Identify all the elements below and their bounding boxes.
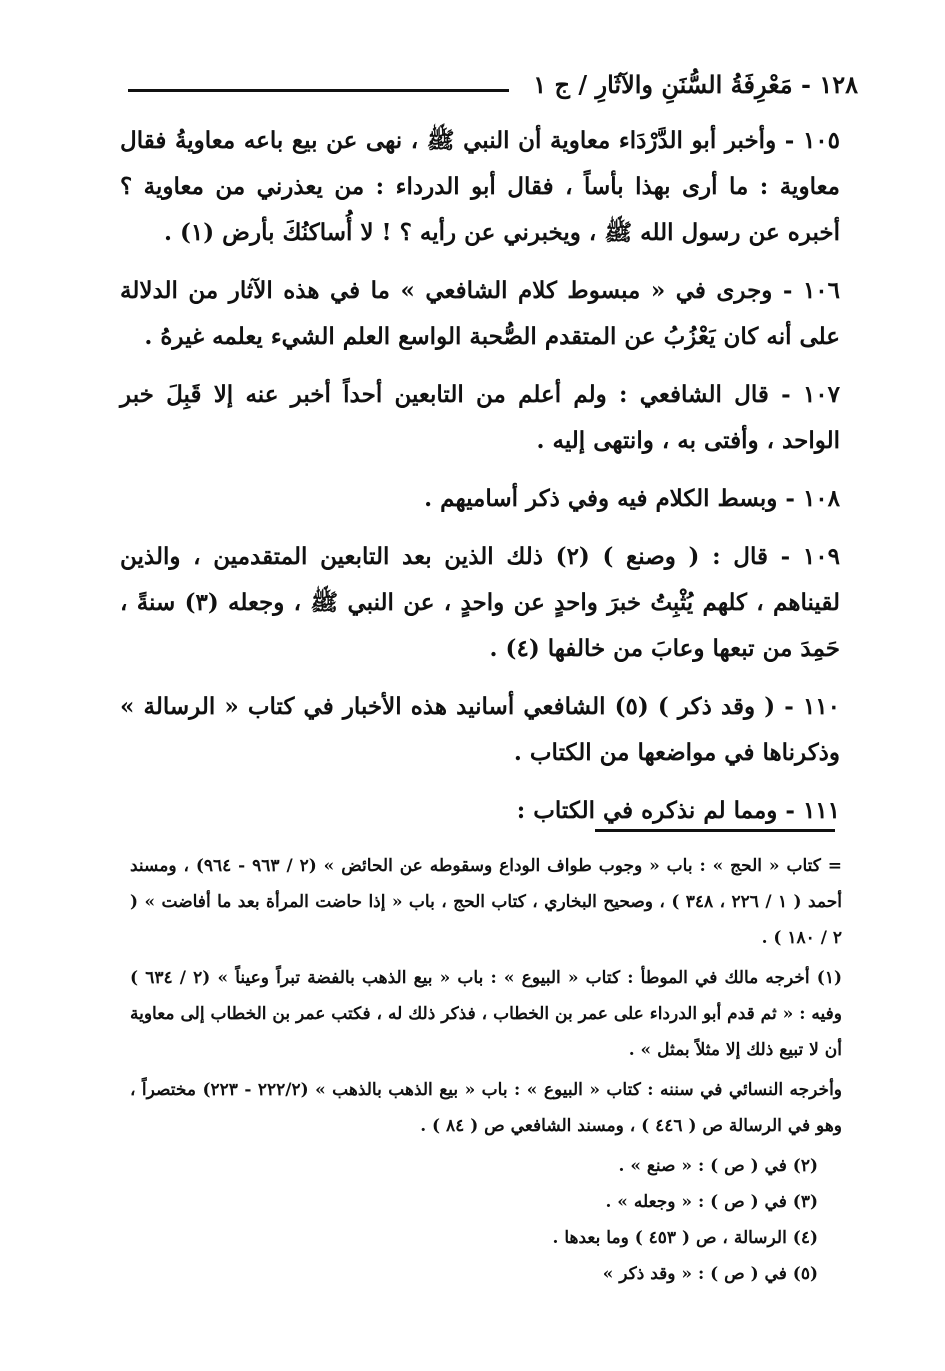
footnotes [130, 848, 842, 1292]
footnote-separator [595, 829, 835, 832]
paragraph-107: ١٠٧ - قال الشافعي : ولم أعلم من التابعين أحداً أخبر عنه إلا قَبِلَ خبر الواحد ، وأفتى به ، وانتهى إليه . [120, 381, 840, 454]
paragraph-109: ١٠٩ - قال : ( وصنع ) (٢) ذلك الذين بعد التابعين المتقدمين ، والذين لقيناهم ، كلهم يُثْبِتُ خبرَ واحدٍ عن واحدٍ ، عن النبي ﷺ ، وجعله (٣) سنةً ، حَمِدَ من تبعها وعابَ من خالفها (٤) . [120, 543, 840, 662]
footnote-4: (٤) الرسالة ، ص ( ٤٥٣ ) وما بعدها . [552, 1228, 818, 1248]
footnote-2: (٢) في ( ص ) : « صنع » . [618, 1156, 818, 1176]
footnote-5: (٥) في ( ص ) : « وقد ذكر » [602, 1264, 818, 1284]
paragraph-111: ١١١ - ومما لم نذكره في الكتاب : [516, 797, 840, 824]
paragraph-105: ١٠٥ - وأخبر أبو الدَّرْدَاء معاوية أن النبي ﷺ ، نهى عن بيع باعه معاويةُ فقال معاوية : ما أرى بهذا بأساً ، فقال أبو الدرداء : من يعذرني من معاوية ؟ أخبره عن رسول الله ﷺ ، ويخبرني عن رأيه ؟ ! لا أُساكنُكَ بأرض (١) . [120, 127, 840, 246]
header-rule [128, 89, 509, 92]
main-text [120, 118, 840, 846]
paragraph-108: ١٠٨ - وبسط الكلام فيه وفي ذكر أساميهم . [424, 485, 840, 512]
footnote-1: (١) أخرجه مالك في الموطأ : كتاب « البيوع » : باب « بيع الذهب بالفضة تبراً وعيناً » (٢ / ٦٣٤ ) وفيه : « ثم قدم أبو الدرداء على عمر بن الخطاب ، فذكر ذلك له ، فكتب عمر بن الخطاب إلى معاوية أن لا تبيع ذلك إلا مثلاً بمثل » . [130, 968, 843, 1060]
paragraph-110: ١١٠ - ( وقد ذكر ) (٥) الشافعي أسانيد هذه الأخبار في كتاب « الرسالة » وذكرناها في مواضعها من الكتاب . [120, 693, 841, 766]
footnote-3: (٣) في ( ص ) : « وجعله » . [605, 1192, 818, 1212]
footnote-continuation: = كتاب « الحج » : باب « وجوب طواف الوداع وسقوطه عن الحائض » (٢ / ٩٦٣ - ٩٦٤) ، ومسند أحمد ( ١ / ٢٢٦ ، ٣٤٨ ) ، وصحيح البخاري ، كتاب الحج ، باب « إذا حاضت المرأة بعد ما أفاضت » ( ٢ / ١٨٠ ) . [130, 856, 842, 948]
page-header [128, 62, 858, 106]
footnote-1-extra: وأخرجه النسائي في سننه : كتاب « البيوع » : باب « بيع الذهب بالذهب » (٢٢٢/٢ - ٢٢٣) مختصراً ، وهو في الرسالة ص ( ٤٤٦ ) ، ومسند الشافعي ص ( ٨٤ ) . [130, 1080, 842, 1136]
paragraph-106: ١٠٦ - وجرى في « مبسوط كلام الشافعي » ما في هذه الآثار من الدلالة على أنه كان يَعْزُبُ عن المتقدم الصُّحبة الواسع العلم الشيء يعلمه غيرهُ . [120, 277, 840, 350]
page-title: ١٢٨ - مَعْرِفَةُ السُّنَنِ والآثَارِ / ج ١ [533, 69, 858, 99]
